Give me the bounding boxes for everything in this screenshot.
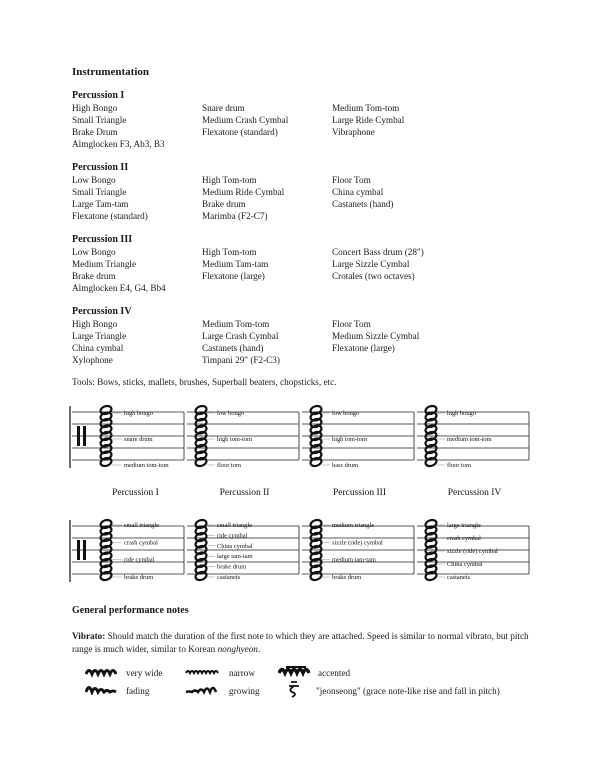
instrument-item: Flexatone (standard)	[202, 127, 278, 137]
stave-instrument-name: Percussion III	[332, 488, 387, 498]
instrument-item: Large Triangle	[72, 331, 127, 341]
stave-label: low bongo	[217, 410, 245, 417]
stave-label: sizzle (ride) cymbal	[332, 539, 383, 547]
instrument-item: Low Bongo	[72, 175, 116, 185]
stave-label: crash cymbal	[447, 535, 481, 542]
stave-label: China cymbal	[217, 542, 253, 550]
fading-wave-icon	[85, 683, 119, 695]
instrument-item: Marimba (F2-C7)	[202, 211, 268, 221]
stave-label: bass drum	[332, 462, 359, 469]
instrument-item: Crotales (two octaves)	[332, 271, 415, 281]
instrument-item: Xylophone	[72, 355, 113, 365]
stave-instrument-name: Percussion IV	[447, 488, 502, 498]
stave-label: high bongo	[447, 410, 476, 417]
accented-wave-icon	[278, 665, 314, 677]
instrument-item: Medium Sizzle Cymbal	[332, 331, 420, 341]
legend-narrow-label: narrow	[229, 668, 256, 678]
instrument-item: China cymbal	[332, 187, 384, 197]
stave-label: high bongo	[124, 410, 153, 417]
instrument-item: Low Bongo	[72, 247, 116, 257]
instrument-column	[332, 246, 462, 282]
vibrato-italic-term: nonghyeon	[217, 644, 258, 654]
section-heading: Percussion III	[72, 234, 133, 245]
instrument-item: Medium Ride Cymbal	[202, 187, 285, 197]
instrument-column	[202, 318, 332, 366]
legend-jeonseong-label: "jeonseong" (grace note-like rise and fall in pitch)	[316, 686, 500, 696]
vibrato-note	[72, 630, 532, 656]
legend-accented-label: accented	[318, 668, 351, 678]
instrument-item: Flexatone (large)	[202, 271, 265, 281]
instrument-item: Large Ride Cymbal	[332, 115, 405, 125]
stave-label: snare drum	[124, 436, 153, 443]
stave-label: brake drum	[332, 574, 362, 581]
stave-label: small triangle	[217, 522, 252, 529]
instrument-column	[72, 318, 202, 366]
instrument-item: Medium Tom-tom	[202, 319, 270, 329]
stave-label: sizzle (ride) cymbal	[447, 548, 498, 555]
instrument-item: Flexatone (large)	[332, 343, 395, 353]
instrument-item: Almglocken F3, Ab3, B3	[72, 139, 165, 149]
instrument-column	[202, 246, 332, 282]
instrument-item: Floor Tom	[332, 319, 371, 329]
stave-label: China cymbal	[447, 561, 483, 568]
instrument-item: Castanets (hand)	[202, 343, 264, 353]
stave-label: medium tom-tom	[124, 462, 169, 469]
instrument-item: Timpani 29" (F2-C3)	[202, 355, 280, 365]
stave-label: crash cymbal	[124, 539, 158, 547]
legend-very-wide-label: very wide	[126, 668, 163, 678]
percussion-clef-icon	[83, 426, 86, 446]
stave-label: castanets	[447, 574, 471, 581]
instrument-item: High Bongo	[72, 319, 118, 329]
percussion-clef-icon	[83, 540, 86, 560]
instrument-item: Brake drum	[202, 199, 246, 209]
instrument-column	[72, 102, 202, 150]
percussion-clef-icon	[77, 426, 80, 446]
instrument-item: Almglocken E4, G4, Bb4	[72, 283, 166, 293]
notes-heading: General performance notes	[72, 605, 189, 616]
section-heading: Percussion II	[72, 162, 129, 173]
instrument-item: Snare drum	[202, 103, 245, 113]
instrument-column	[332, 318, 462, 354]
vibrato-text: Should match the duration of the first note to which they are attached. Speed is similar to normal vibrato, but pitch range is much wider, similar to Korean	[72, 631, 529, 654]
stave-label: medium tom-tom	[447, 436, 492, 443]
instrument-item: Small Triangle	[72, 115, 127, 125]
legend-growing-label: growing	[229, 686, 260, 696]
stave-label: medium tam-tam	[332, 556, 376, 564]
stave-label: low bongo	[332, 410, 360, 417]
stave-label: floor tom	[217, 462, 241, 469]
instrument-item: Floor Tom	[332, 175, 371, 185]
stave-instrument-name: Percussion II	[219, 488, 270, 498]
instrument-item: High Tom-tom	[202, 175, 257, 185]
instrument-item: Castanets (hand)	[332, 199, 394, 209]
stave-label: small triangle	[124, 522, 159, 529]
stave-label: brake drum	[124, 574, 154, 581]
stave-instrument-name: Percussion I	[112, 488, 159, 498]
instrument-item: Brake drum	[72, 271, 116, 281]
instrument-item: Flexatone (standard)	[72, 211, 148, 221]
instrument-item: Medium Tam-tam	[202, 259, 269, 269]
jeonseong-symbol-icon	[286, 680, 302, 698]
instrument-item: High Bongo	[72, 103, 118, 113]
page-title: Instrumentation	[72, 66, 150, 78]
percussion-clef-icon	[77, 540, 80, 560]
very-wide-wave-icon	[85, 666, 119, 678]
instrument-column	[72, 174, 202, 222]
stave-label: high tom-tom	[332, 436, 367, 443]
instrument-item: Medium Triangle	[72, 259, 137, 269]
vibrato-period: .	[257, 644, 261, 654]
instrument-item: Medium Crash Cymbal	[202, 115, 289, 125]
instrument-item: High Tom-tom	[202, 247, 257, 257]
instrument-column	[332, 174, 462, 210]
instrument-item: China cymbal	[72, 343, 124, 353]
instrument-column	[202, 102, 332, 138]
legend-fading-label: fading	[126, 686, 150, 696]
stave-label: large triangle	[447, 522, 481, 529]
instrument-item: Large Crash Cymbal	[202, 331, 279, 341]
stave-label: medium triangle	[332, 522, 375, 529]
instrument-item: Medium Tom-tom	[332, 103, 400, 113]
instrument-item: Small Triangle	[72, 187, 127, 197]
stave-label: large tam-tam	[217, 553, 253, 561]
instrument-column	[72, 246, 202, 294]
section-heading: Percussion IV	[72, 306, 132, 317]
tools-line: Tools: Bows, sticks, mallets, brushes, Superball beaters, chopsticks, etc.	[72, 377, 337, 387]
section-heading: Percussion I	[72, 90, 125, 101]
growing-wave-icon	[185, 684, 219, 696]
stave-label: castanets	[217, 574, 241, 581]
instrument-item: Concert Bass drum (28")	[332, 247, 424, 257]
instrument-item: Large Sizzle Cymbal	[332, 259, 410, 269]
instrument-item: Large Tam-tam	[72, 199, 129, 209]
stave-label: floor tom	[447, 462, 471, 469]
stave-label: high tom-tom	[217, 436, 252, 443]
instrument-column	[332, 102, 462, 138]
stave-label: brake drum	[217, 563, 247, 571]
narrow-wave-icon	[185, 667, 219, 677]
instrument-item: Vibraphone	[332, 127, 375, 137]
stave-label: ride cymbal	[124, 556, 155, 564]
instrument-column	[202, 174, 332, 222]
stave-diagram	[68, 398, 530, 590]
instrument-item: Brake Drum	[72, 127, 118, 137]
stave-label: ride cymbal	[217, 532, 248, 540]
vibrato-label: Vibrato:	[72, 631, 106, 641]
